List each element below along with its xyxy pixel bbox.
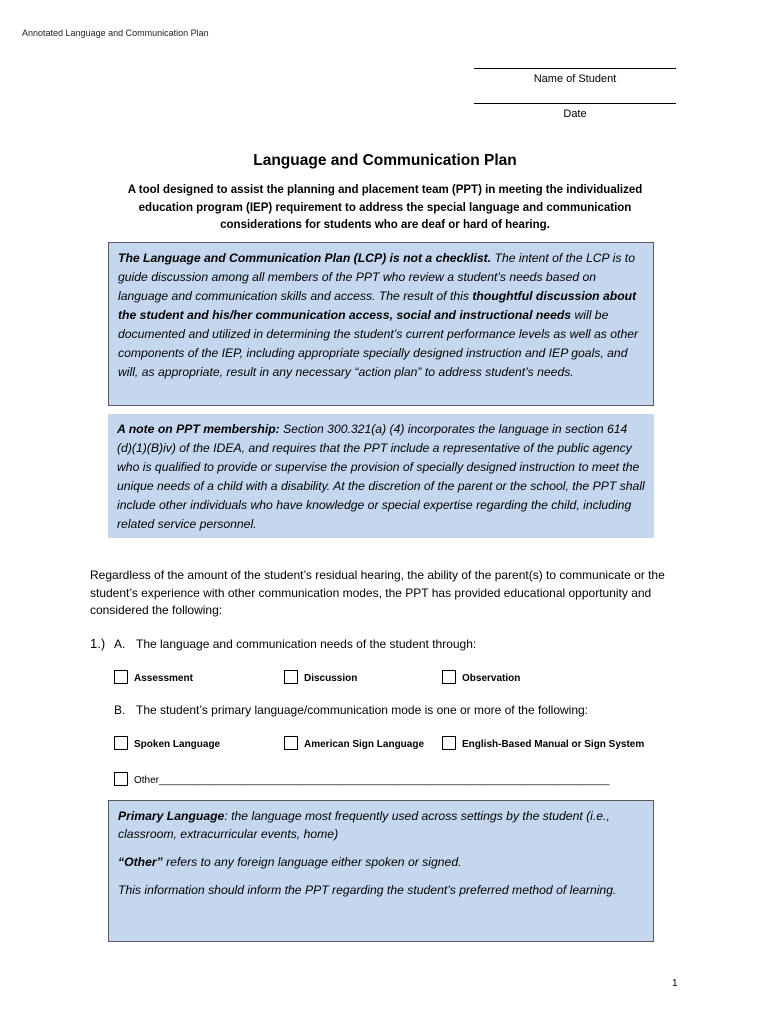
signature-line <box>474 68 676 69</box>
question-number: 1.) <box>90 636 106 651</box>
date-label: Date <box>563 108 587 120</box>
checkbox-square[interactable] <box>114 772 128 786</box>
ppt-membership-note <box>108 414 654 538</box>
checkbox-english-manual[interactable] <box>442 736 644 750</box>
checkbox-square[interactable] <box>284 736 298 750</box>
checkbox-square[interactable] <box>284 670 298 684</box>
primary-language-text: : the language most frequently used across settings by the student (i.e., classroom, extracurricular events, home) <box>118 809 610 841</box>
checkbox-label: Assessment <box>134 673 193 684</box>
question-1a <box>90 636 476 651</box>
question-1b-text: The student’s primary language/communication mode is one or more of the following: <box>136 703 589 717</box>
other-text: refers to any foreign language either spoken or signed. <box>162 855 462 869</box>
lcp-intent-text <box>118 249 644 382</box>
other-input-line[interactable]: Other_________________________________________________________________________________ <box>134 775 610 786</box>
lcp-intent-bold-2: thoughtful discussion about the student and his/her communication access, social and instructional needs <box>118 289 637 322</box>
student-name-label: Name of Student <box>533 73 617 85</box>
lcp-intent-bold-1: The Language and Communication Plan (LCP) is not a checklist. <box>118 251 492 265</box>
checkbox-spoken-language[interactable] <box>114 736 220 750</box>
checkbox-assessment[interactable] <box>114 670 193 684</box>
primary-language-def <box>118 807 644 843</box>
checkbox-asl[interactable] <box>284 736 424 750</box>
lcp-intent-text-1: The intent of the LCP is to guide discussion among all members of the PPT who review a student’s needs based on language and communication skills and access. The result of this <box>118 251 635 303</box>
checkbox-square[interactable] <box>114 670 128 684</box>
checkbox-square[interactable] <box>442 670 456 684</box>
other-term: “Other” <box>118 855 163 869</box>
primary-language-term: Primary Language <box>118 809 225 823</box>
page-title: Language and Communication Plan <box>253 152 517 169</box>
ppt-membership-bold: A note on PPT membership: <box>117 422 280 436</box>
date-field[interactable] <box>474 103 676 120</box>
ppt-membership-text <box>117 420 645 534</box>
running-header: Annotated Language and Communication Plan <box>22 28 209 38</box>
checkbox-observation[interactable] <box>442 670 520 684</box>
checkbox-square[interactable] <box>442 736 456 750</box>
signature-line <box>474 103 676 104</box>
page-number: 1 <box>672 978 678 989</box>
question-1b <box>114 703 588 717</box>
checkbox-discussion[interactable] <box>284 670 357 684</box>
question-letter-a: A. <box>114 637 126 651</box>
checkbox-label: Discussion <box>304 673 358 684</box>
lcp-intent-text-2: will be documented and utilized in determining the student’s current performance levels as well as other components of the IEP, including appropriate specially designed instruction and IEP goals, and will, as appropriate, result in any necessary “action plan” to address student’s needs. <box>118 308 639 379</box>
page-subtitle: A tool designed to assist the planning and placement team (PPT) in meeting the individualized education program (IEP) requirement to address the special language and communication considerations for students who are deaf or hard of hearing. <box>127 184 643 231</box>
preferred-method-note: This information should inform the PPT regarding the student’s preferred method of learning. <box>118 883 617 897</box>
student-name-field[interactable] <box>474 68 676 85</box>
question-1a-text: The language and communication needs of the student through: <box>136 637 477 651</box>
intro-paragraph: Regardless of the amount of the student’s residual hearing, the ability of the parent(s) to communicate or the student’s experience with other communication modes, the PPT has provided educational opportunity and considered the following: <box>90 568 665 617</box>
checkbox-label: English-Based Manual or Sign System <box>462 739 645 750</box>
ppt-membership-body: Section 300.321(a) (4) incorporates the language in section 614 (d)(1)(B)iv) of the IDEA, and requires that the PPT include a representative of the public agency who is qualified to provide or supervise the provision of specially designed instruction to meet the unique needs of a child with a disability. At the discretion of the parent or the school, the PPT shall include other individuals who have knowledge or special expertise regarding the child, including related service personnel. <box>117 422 645 531</box>
question-letter-b: B. <box>114 703 126 717</box>
checkbox-label: American Sign Language <box>304 739 425 750</box>
checkbox-label: Observation <box>462 673 521 684</box>
lcp-intent-box <box>108 242 654 406</box>
other-def <box>118 853 644 871</box>
primary-language-note <box>108 800 654 942</box>
checkbox-label: Spoken Language <box>134 739 221 750</box>
checkbox-other[interactable] <box>114 772 610 786</box>
checkbox-square[interactable] <box>114 736 128 750</box>
